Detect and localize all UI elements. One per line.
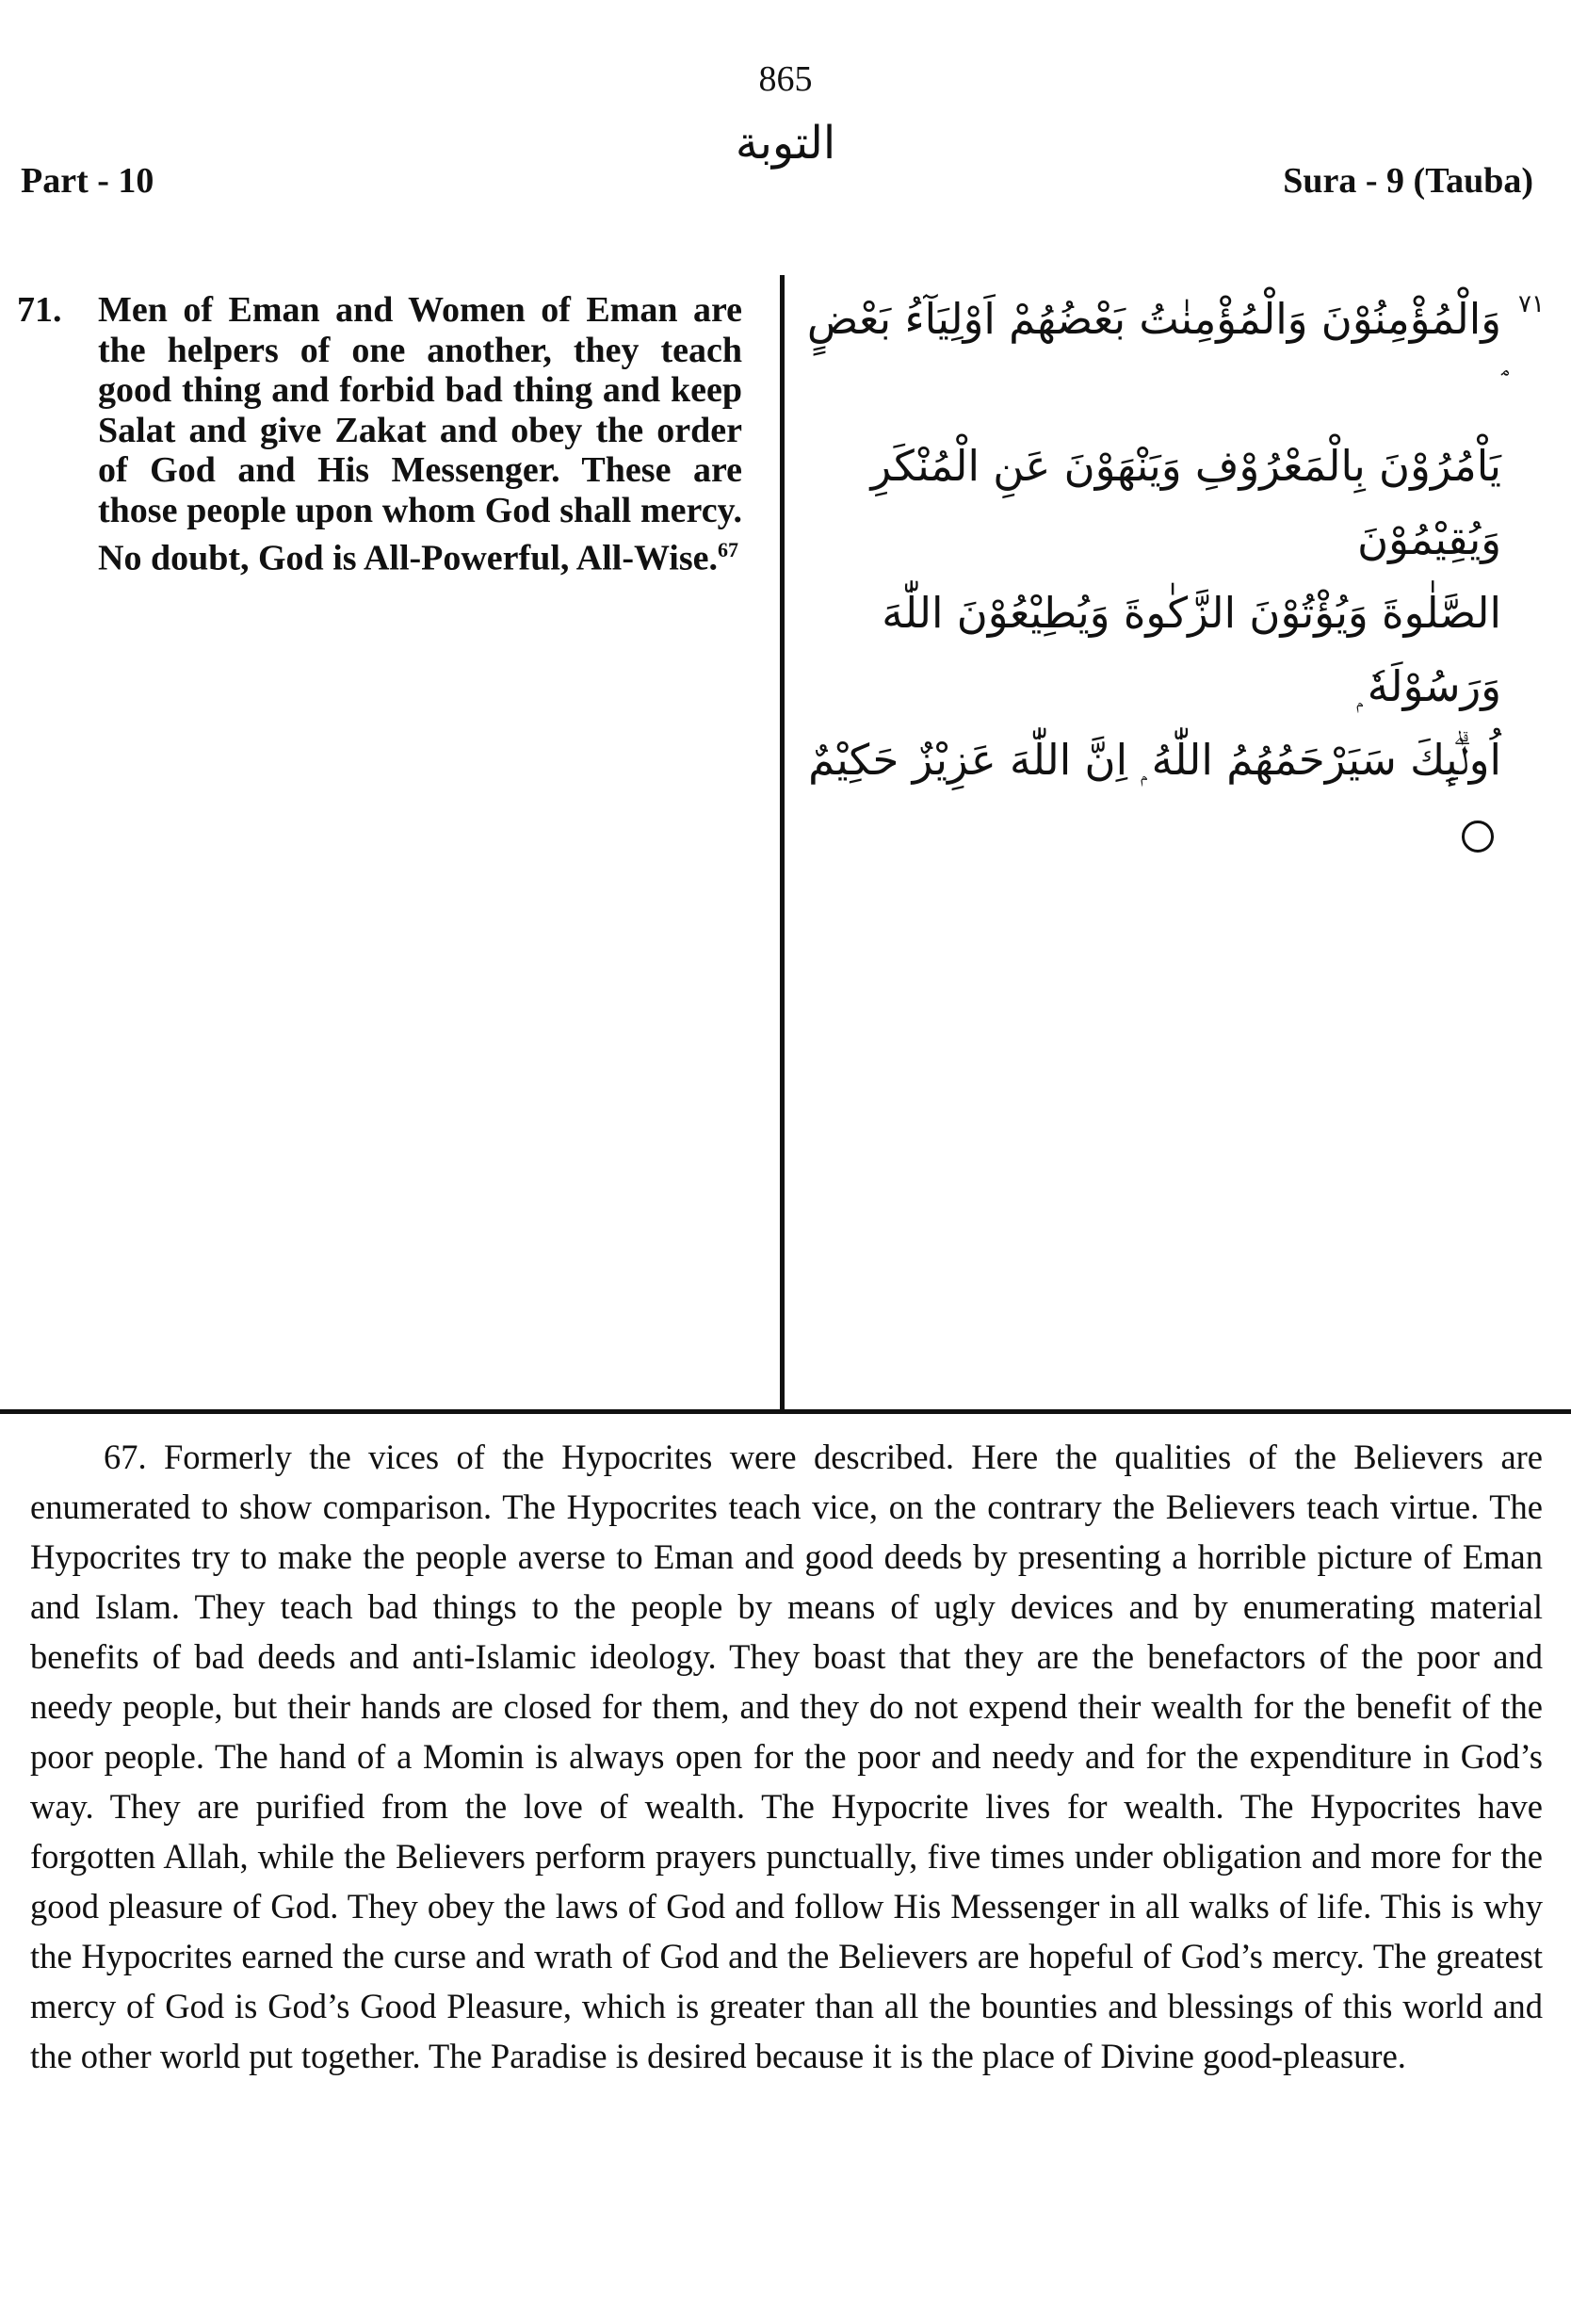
footnote-divider xyxy=(0,1409,1571,1414)
arabic-line-2: يَاْمُرُوْنَ بِالْمَعْرُوْفِ وَيَنْهَوْنَ عَنِ الْمُنْكَرِ وَيُقِيْمُوْنَ xyxy=(870,441,1501,564)
arabic-line-4-text: اُولٰۗىِٕكَ سَيَرْحَمُهُمُ اللّٰهُ ۭ اِنَّ اللّٰهَ عَزِيْزٌ حَكِيْمٌ xyxy=(808,735,1501,785)
column-divider xyxy=(780,275,785,1413)
verse-end-circle-icon xyxy=(1462,821,1494,853)
footnote xyxy=(30,1432,1543,2081)
page-number: 865 xyxy=(758,59,813,99)
verse-number: 71. xyxy=(17,290,62,330)
arabic-line-3: الصَّلٰوةَ وَيُؤْتُوْنَ الزَّكٰوةَ وَيُطِيْعُوْنَ اللّٰهَ وَرَسُوْلَهٗ ۭ xyxy=(882,588,1501,711)
sura-arabic-name: التوبة xyxy=(735,117,836,170)
arabic-verse-marker: ٧١ xyxy=(1518,290,1545,318)
arabic-line-4 xyxy=(801,723,1545,870)
part-label: Part - 10 xyxy=(21,161,154,201)
verse-translation xyxy=(98,290,742,578)
footnote-text: Formerly the vices of the Hypocrites were described. Here the qualities of the Believers are enumerated to show comparison. The Hypocrites teach vice, on the contrary the Believers teach virtue. The Hypocrites try to make the people averse to Eman and good deeds by presenting a horrible picture of Eman and Islam. They teach bad things to the people by means of ugly devices and by enumerating material benefits of bad deeds and anti-Islamic ideology. They boast that they are the benefactors of the poor and needy people, but their hands are closed for them, and they do not expend their wealth for the benefit of the poor people. The hand of a Momin is always open for the poor and needy and for the expenditure in God’s way. They are purified from the love of wealth. The Hypocrite lives for wealth. The Hypocrites have forgotten Allah, while the Believers perform prayers punctually, five times under obligation and more for the good pleasure of God. They obey the laws of God and follow His Messenger in all walks of life. This is why the Hypocrites earned the curse and wrath of God and the Believers are hopeful of God’s mercy. The greatest mercy of God is God’s Good Pleasure, which is greater than all the bounties and blessings of this world and the other world put together. The Paradise is desired because it is the place of Divine good-pleasure. xyxy=(30,1438,1544,2075)
arabic-verse-block xyxy=(801,283,1545,870)
sura-label: Sura - 9 (Tauba) xyxy=(1283,161,1533,201)
verse-translation-text: Men of Eman and Women of Eman are the helpers of one another, they teach good thing and forbid bad thing and keep Salat and give Zakat and obey the order of God and His Messenger. These are those people upon whom God shall mercy. No doubt, God is All-Powerful, All-Wise. xyxy=(98,290,742,578)
footnote-reference: 67 xyxy=(718,538,739,561)
arabic-line-1: وَالْمُؤْمِنُوْنَ وَالْمُؤْمِنٰتُ بَعْضُهُمْ اَوْلِيَآءُ بَعْضٍ xyxy=(806,294,1501,344)
footnote-number: 67. xyxy=(104,1438,147,1476)
verse-translation-block xyxy=(17,290,742,578)
